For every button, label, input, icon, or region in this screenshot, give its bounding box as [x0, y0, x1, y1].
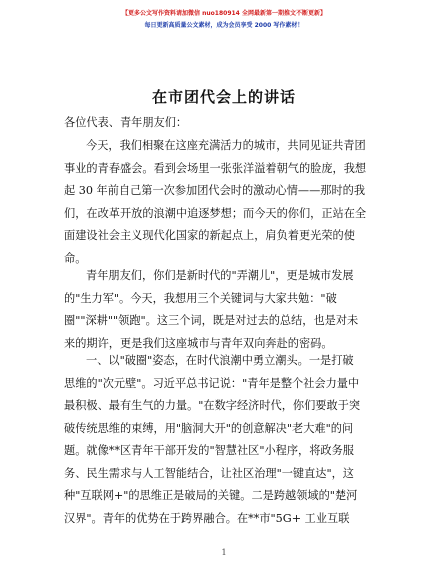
salutation: 各位代表、青年朋友们： — [64, 116, 188, 129]
text-line: 们，在改革开放的浪潮中追逐梦想；而今天的你们，正站在全 — [64, 206, 367, 220]
text-line: 的"生力军"。今天，我想用三个关键词与大家共勉："破 — [64, 291, 337, 305]
document-body — [64, 112, 384, 135]
text-line: 种"互联网+"的思维正是破局的关键。二是跨越领域的"楚河 — [64, 489, 358, 502]
text-line: 务、民生需求与人工智能结合，让社区治理"一键直达"，这 — [64, 466, 354, 480]
text-line: 事业的青春盛会。看到会场里一张张洋溢着朝气的脸庞，我想 — [64, 161, 367, 175]
text-line: 汉界"。青年的优势在于跨界融合。在**市"5G+ 工业互联 — [64, 511, 350, 525]
text-line: 今天，我们相聚在这座充满活力的城市，共同见证共青团 — [86, 139, 366, 152]
text-line: 来的期许，更是我们这座城市与青年双向奔赴的密码。 — [64, 336, 333, 350]
document-title: 在市团代会上的讲话 — [151, 88, 296, 106]
promo-banner-line-2: 每日更新高质量公文素材，成为会员享受 2000 写作素材！ — [144, 22, 304, 29]
text-line: 起 30 年前自己第一次参加团代会时的激动心情——那时的我 — [64, 184, 366, 197]
text-line: 面建设社会主义现代化国家的新起点上，肩负着更光荣的使 — [64, 229, 355, 242]
promo-banner-line-1: 【更多公文写作资料请加微信 nuo180914 全网最新第一期推文不断更新】 — [122, 10, 326, 17]
text-line: 命。 — [64, 251, 87, 265]
text-line: 破传统思维的束缚，用"脑洞大开"的创意解决"老大难"的问 — [64, 421, 354, 435]
text-line: 圈""深耕""领跑"。这三个词，既是对过去的总结，也是对未 — [64, 314, 359, 327]
paragraph-2 — [64, 265, 384, 355]
text-line: 思维的"次元壁"。习近平总书记说："青年是整个社会力量中 — [64, 376, 360, 390]
text-line: 青年朋友们，你们是新时代的"弄潮儿"，更是城市发展 — [86, 269, 354, 282]
text-line: 题。就像**区青年干部开发的"智慧社区"小程序，将政务服 — [64, 444, 354, 457]
page-number: 1 — [221, 548, 227, 557]
paragraph-1 — [64, 135, 384, 270]
text-line: 一、以"破圈"姿态，在时代浪潮中勇立潮头。一是打破 — [86, 354, 354, 367]
paragraph-3 — [64, 350, 384, 530]
text-line: 最积极、最有生气的力量。"在数字经济时代，你们要敢于突 — [64, 399, 361, 412]
